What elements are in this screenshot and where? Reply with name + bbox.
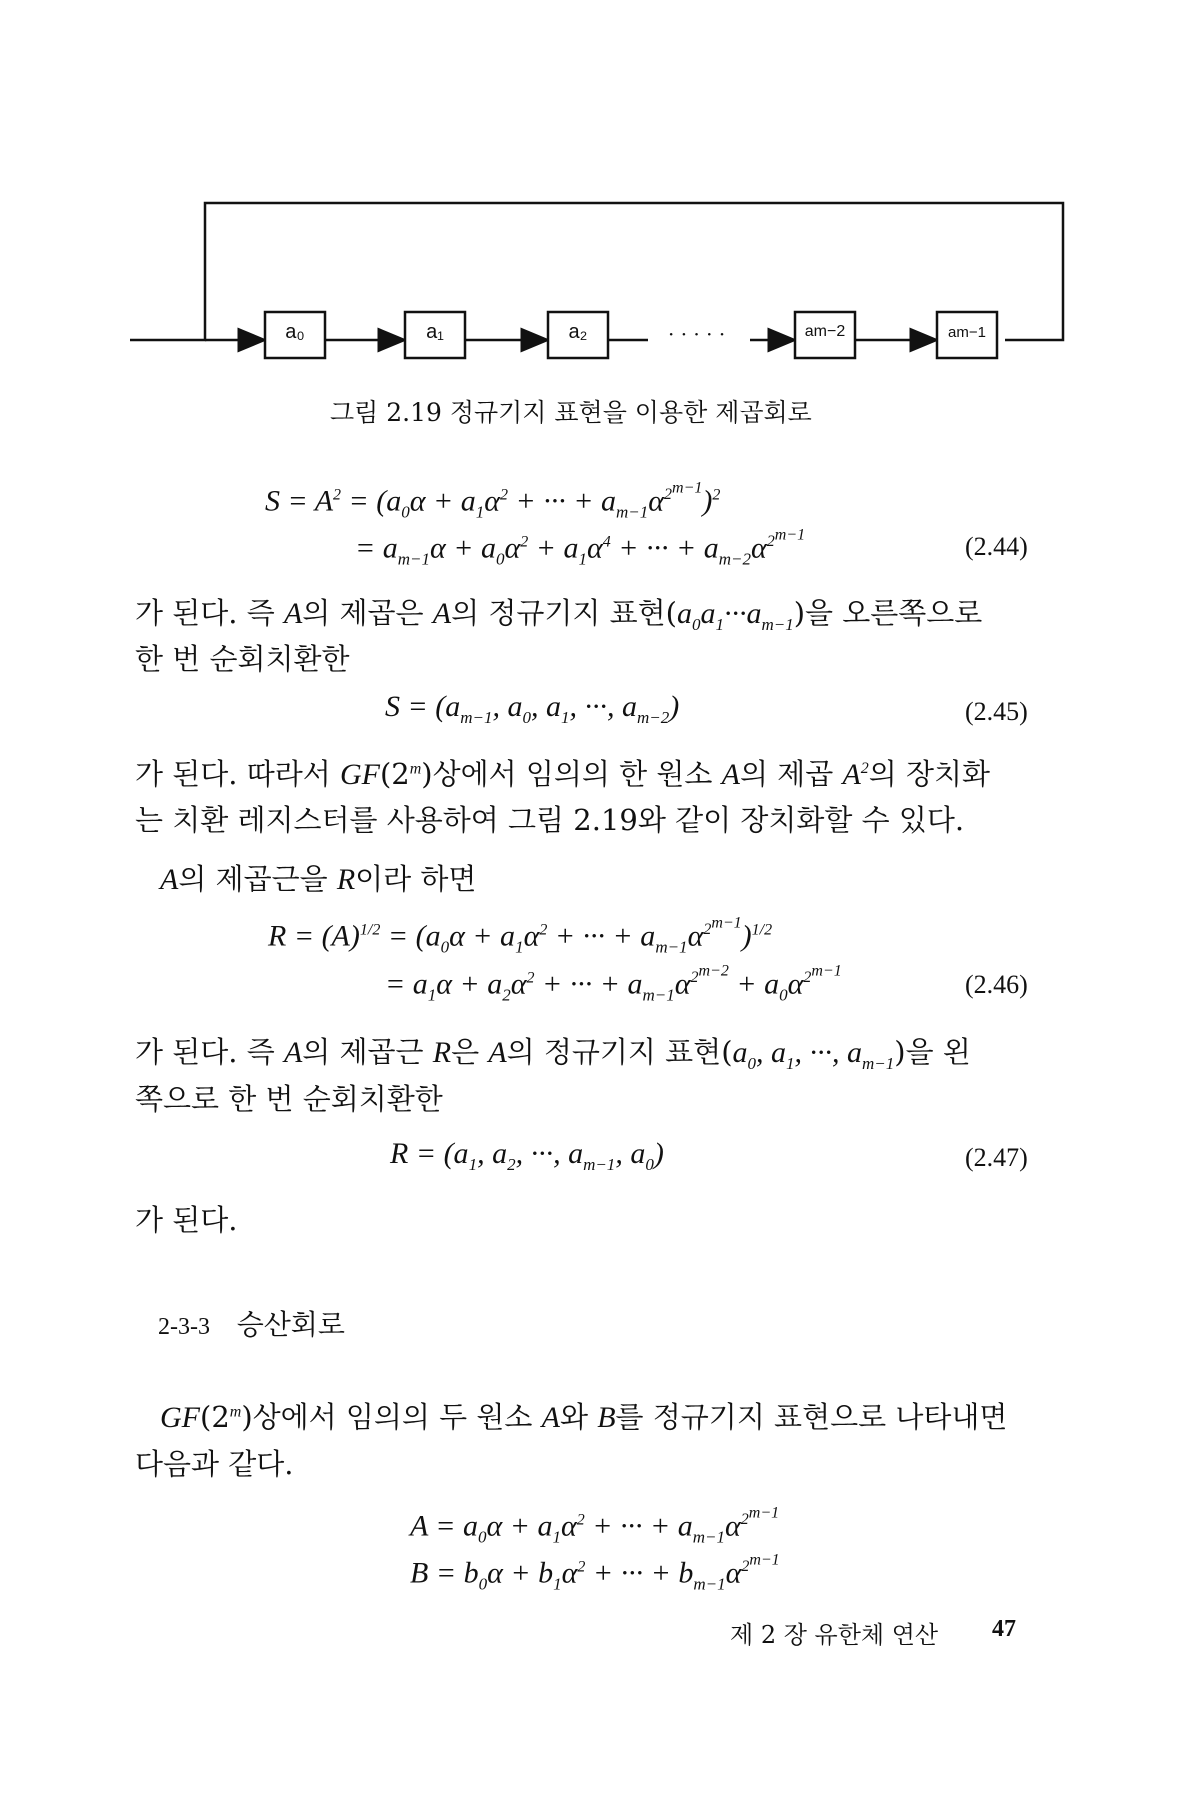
para2-line1: 가 된다. 따라서 GF(2$^m$)상에서 임의의 한 원소 A의 제곱 $A^2$의 장치화 [135, 757, 991, 791]
para4-line1: 가 된다. 즉 A의 제곱근 R은 A의 정규기지 표현($a_0$, $a_1$, ···, $a_{m-1}$)을 왼 [135, 1035, 971, 1073]
register-label-1: a₁ [426, 321, 444, 343]
footer-chapter: 제 2 장 유한체 연산 [730, 1621, 939, 1649]
eq-2-44-line2: = $a_{m-1}\alpha + a_0\alpha^2 + a_1\alpha^4$ + ··· + $a_{m-2}\alpha^{2^{m-1}}$ [355, 527, 806, 569]
eq-2-46-number: (2.46) [965, 970, 1028, 999]
eq-a: $A = a_0\alpha + a_1\alpha^2$ + ··· + $a_{m-1}\alpha^{2^{m-1}}$ [410, 1505, 780, 1547]
page-number: 47 [992, 1616, 1016, 1642]
eq-2-46-line2: = $a_1\alpha + a_2\alpha^2$ + ··· + $a_{m-1}\alpha^{2^{m-2}} + a_0\alpha^{2^{m-1}}$ [385, 963, 842, 1005]
figure-2-19 [0, 0, 1200, 400]
para4-line2: 쪽으로 한 번 순회치환한 [135, 1082, 443, 1116]
register-label-3: am−2 [804, 323, 846, 340]
eq-2-47-number: (2.47) [965, 1143, 1028, 1172]
eq-2-45-number: (2.45) [965, 697, 1028, 726]
para5: 가 된다. [135, 1203, 238, 1237]
section-heading [158, 1303, 345, 1343]
eq-b: $B = b_0\alpha + b_1\alpha^2$ + ··· + $b_{m-1}\alpha^{2^{m-1}}$ [410, 1552, 780, 1594]
section-number: 2-3-3 [158, 1314, 210, 1340]
para6-line1: GF(2$^m$)상에서 임의의 두 원소 A와 B를 정규기지 표현으로 나타내면 [160, 1400, 1008, 1434]
para3: A의 제곱근을 R이라 하면 [160, 862, 477, 896]
eq-2-44-line1: $S = A^2 = (a_0\alpha + a_1\alpha^2$ + ··· + $a_{m-1}\alpha^{2^{m-1}})^2$ [265, 480, 721, 522]
para1-line1: 가 된다. 즉 A의 제곱은 A의 정규기지 표현$(a_0a_1\cdot\cdot\cdot a_{m-1})$을 오른쪽으로 [135, 596, 983, 634]
eq-2-45: $S = (a_{m-1}$, $a_0$, $a_1$, ···, $a_{m-2}$) [385, 690, 680, 727]
para6-line2: 다음과 같다. [135, 1447, 294, 1481]
register-label-2: a₂ [568, 321, 588, 343]
para1-line2: 한 번 순회치환한 [135, 642, 350, 676]
register-label-0: a₀ [285, 321, 305, 343]
eq-2-46-line1: $R = (A)^{1/2} = (a_0\alpha + a_1\alpha^2$ + ··· + $a_{m-1}\alpha^{2^{m-1}})^{1/2}$ [268, 915, 773, 957]
eq-2-44-number: (2.44) [965, 532, 1028, 561]
figure-caption: 그림 2.19 정규기지 표현을 이용한 제곱회로 [330, 398, 812, 427]
eq-2-47: $R = (a_1$, $a_2$, ···, $a_{m-1}$, $a_0$) [390, 1137, 664, 1174]
dots: · · · · · [668, 322, 726, 346]
section-title: 승산회로 [236, 1308, 345, 1341]
para2-line2: 는 치환 레지스터를 사용하여 그림 2.19와 같이 장치화할 수 있다. [135, 803, 965, 837]
register-label-4: am−1 [948, 324, 986, 341]
